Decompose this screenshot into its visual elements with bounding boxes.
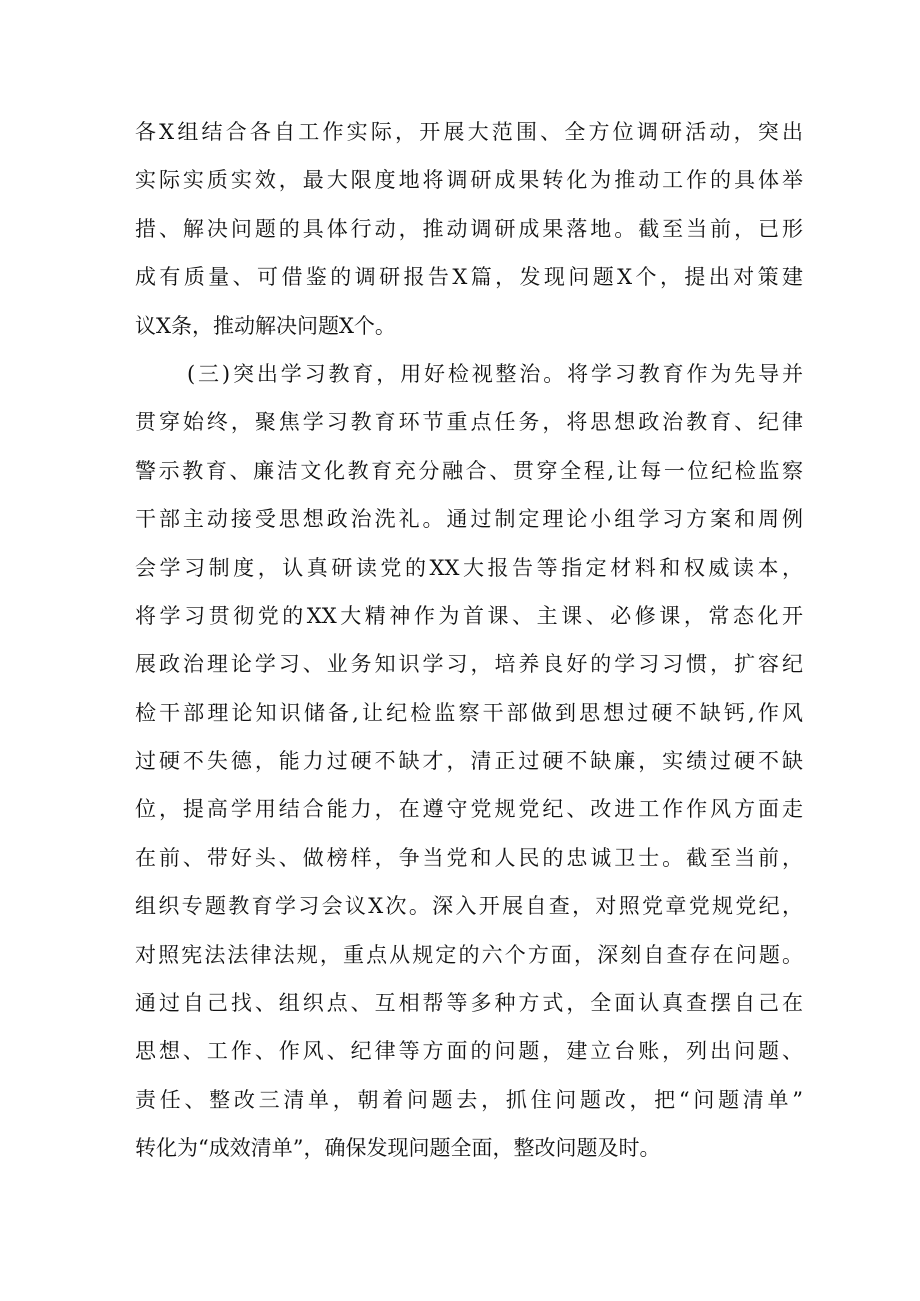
text-line: 转化为“成效清单”，确保发现问题全面，整改问题及时。 [135, 1136, 661, 1161]
paragraph-study-education [135, 350, 803, 1173]
text-line: 议X条，推动解决问题X个。 [135, 313, 396, 338]
document-body [135, 108, 803, 1173]
text-line: 实际实质实效，最大限度地将调研成果转化为推动工作的具体举 [135, 168, 803, 193]
text-line-heading: (三)突出学习教育，用好检视整治。将学习教育作为先导并 [187, 361, 803, 386]
text-line: 警示教育、廉洁文化教育充分融合、贯穿全程,让每一位纪检监察 [135, 458, 803, 483]
text-line: 措、解决问题的具体行动，推动调研成果落地。截至当前，已形 [135, 216, 803, 241]
text-line: 会学习制度，认真研读党的XX大报告等指定材料和权威读本， [135, 555, 803, 580]
text-line: 将学习贯彻党的XX大精神作为首课、主课、必修课，常态化开 [135, 603, 803, 628]
text-line: 检干部理论知识储备,让纪检监察干部做到思想过硬不缺钙,作风 [135, 700, 803, 725]
text-line: 思想、工作、作风、纪律等方面的问题，建立台账，列出问题、 [135, 1039, 803, 1064]
text-line: 各X组结合各自工作实际，开展大范围、全方位调研活动，突出 [135, 120, 803, 144]
text-line: 贯穿始终，聚焦学习教育环节重点任务，将思想政治教育、纪律 [135, 410, 803, 435]
text-line: 通过自己找、组织点、互相帮等多种方式，全面认真查摆自己在 [135, 991, 803, 1016]
paragraph-survey-results [135, 108, 803, 350]
text-line: 责任、整改三清单，朝着问题去，抓住问题改，把“问题清单” [135, 1087, 803, 1112]
text-line: 组织专题教育学习会议X次。深入开展自查，对照党章党规党纪， [135, 894, 803, 919]
text-line: 过硬不失德，能力过硬不缺才，清正过硬不缺廉，实绩过硬不缺 [135, 749, 803, 774]
text-line: 位，提高学用结合能力，在遵守党规党纪、改进工作作风方面走 [135, 797, 803, 822]
text-line: 干部主动接受思想政治洗礼。通过制定理论小组学习方案和周例 [135, 507, 803, 532]
text-line: 在前、带好头、做榜样，争当党和人民的忠诚卫士。截至当前， [135, 845, 803, 870]
text-line: 成有质量、可借鉴的调研报告X篇，发现问题X个，提出对策建 [135, 265, 803, 290]
text-line: 展政治理论学习、业务知识学习，培养良好的学习习惯，扩容纪 [135, 652, 803, 677]
text-line: 对照宪法法律法规，重点从规定的六个方面，深刻自查存在问题。 [135, 942, 803, 967]
